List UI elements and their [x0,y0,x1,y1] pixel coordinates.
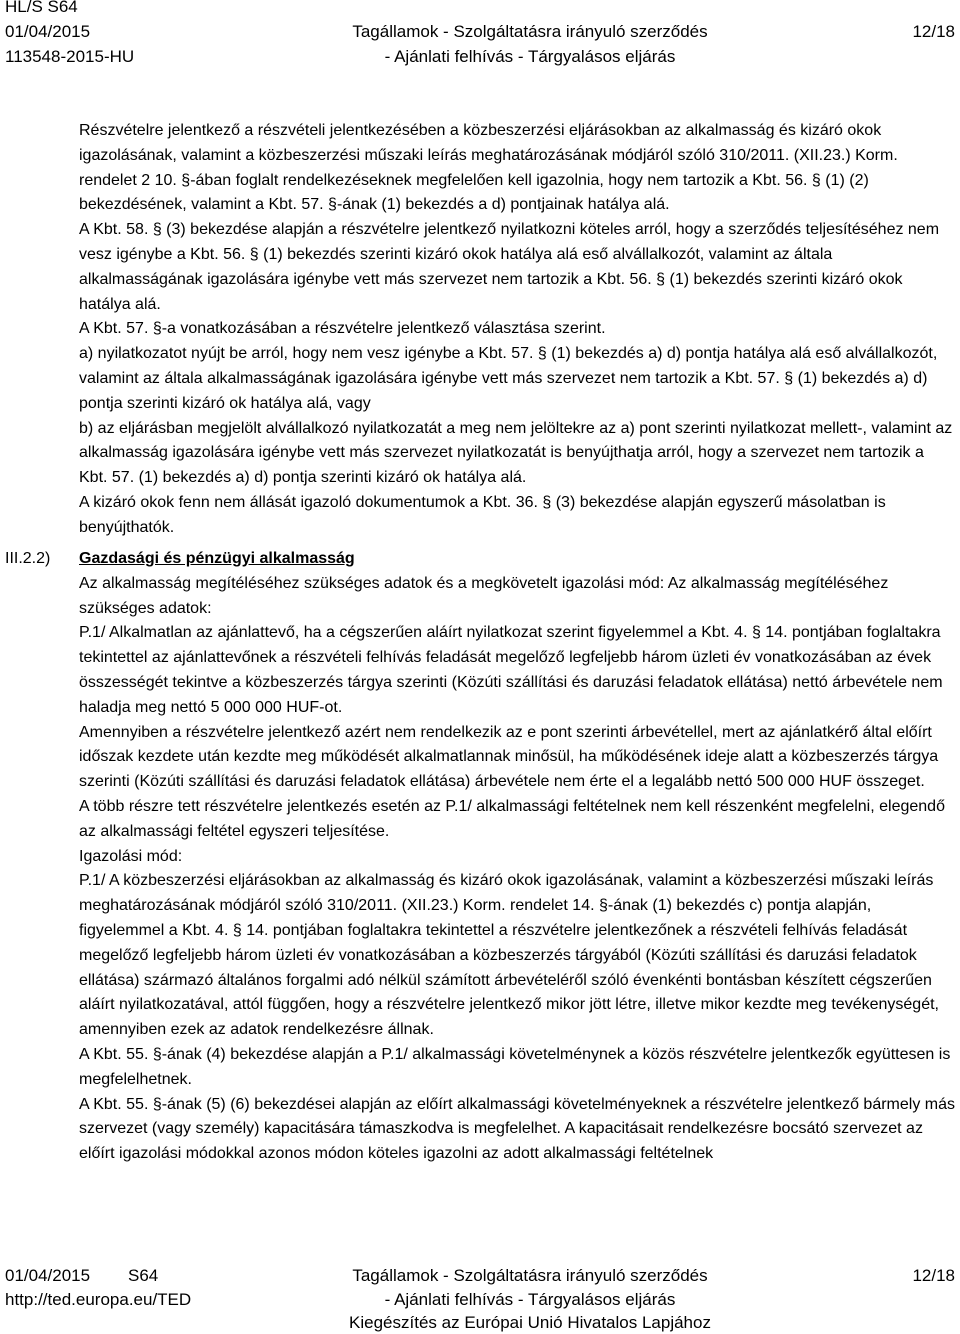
paragraph: a) nyilatkozatot nyújt be arról, hogy nem vesz igénybe a Kbt. 57. § (1) bekezdés a) d) pontja hatálya alá eső alvállalkozót, valamint az általa alkalmasságának igazolására igénybe vett más szervezet nem tartozik a Kbt. 57. § (1) bekezdés a) d) pontja szerinti kizáró ok hatálya alá, vagy [79,345,938,412]
header-code: HL/S S64 [5,0,78,16]
header-document-id: 113548-2015-HU [5,47,135,66]
header-title-line1: Tagállamok - Szolgáltatásra irányuló szerződés [352,22,708,41]
footer-date: 01/04/2015 [5,1266,91,1285]
paragraph: A Kbt. 55. §-ának (5) (6) bekezdései alapján az előírt alkalmassági követelményeknek a részvételre jelentkező bármely más szervezet (vagy személy) kapacitására támaszkodva is megfelelhet. A kapacitásait rendelkezésre bocsátó szervezet az előírt igazolási módokkal azonos módon köteles igazolni az adott alkalmassági feltételnek [79,1095,955,1163]
footer-title-line2: - Ajánlati felhívás - Tárgyalásos eljárás [384,1290,676,1309]
section-block [79,547,955,1167]
footer-title-line3: Kiegészítés az Európai Unió Hivatalos Lapjához [349,1313,711,1332]
paragraph: A Kbt. 57. §-a vonatkozásában a részvételre jelentkező választása szerint. [79,320,606,338]
paragraph: A több részre tett részvételre jelentkezés esetén az P.1/ alkalmassági feltételnek nem kell részenként megfelelni, elegendő az alkalmassági feltétel egyszeri teljesítése. [79,797,945,840]
paragraph: b) az eljárásban megjelölt alvállalkozó nyilatkozatát a meg nem jelöltekre az a) pont szerinti nyilatkozat mellett-, valamint az alkalmasság igazolására igénybe vett más szervezet nyilatkozatát is benyújthatja arról, hogy a szervezet nem tartozik a Kbt. 57. (1) bekezdés a) d) pontja szerinti kizáró ok hatálya alá. [79,419,953,487]
paragraph: Részvételre jelentkező a részvételi jelentkezésében a közbeszerzési eljárásokban az alkalmasság és kizáró okok igazolásának, valamint a közbeszerzési műszaki leírás meghatározásának módjáról szóló 310/2011. (XII.23.) Korm. rendelet 2 10. §-ában foglalt rendelkezéseknek megfelelően kell igazolnia, hogy nem tartozik a Kbt. 56. § (1) (2) bekezdésének, valamint a Kbt. 57. §-ának (1) bekezdés a d) pontjainak hatálya alá. [79,122,898,214]
paragraph: Az alkalmasság megítéléséhez szükséges adatok és a megkövetelt igazolási mód: Az alkalmasság megítéléséhez szükséges adatok: [79,574,889,617]
footer-code: S64 [128,1266,159,1285]
paragraph: Amennyiben a részvételre jelentkező azért nem rendelkezik az e pont szerinti árbevétellel, mert az ajánlatkérő által előírt időszak kezdete után kezdte meg működését alkalmatlannak minősül, ha működésének ideje alatt a közbeszerzés tárgya szerinti (Közúti szállítási és daruzási feladatok ellátása) árbevétele nem érte el a legalább nettó 500 000 HUF összeget. [79,723,939,791]
header-date: 01/04/2015 [5,22,91,41]
paragraph: P.1/ Alkalmatlan az ajánlattevő, ha a cégszerűen aláírt nyilatkozat szerint figyelemmel a Kbt. 4. § 14. pontjában foglaltakra tekintettel az ajánlattevőnek a részvételi felhívás feladását megelőző legfeljebb három üzleti év vonatkozásában az évek összességét tekintve a közbeszerzés tárgya szerinti (Közúti szállítási és daruzási feladatok ellátása) nettó árbevétele nem haladja meg nettó 5 000 000 HUF-ot. [79,624,943,716]
paragraph: P.1/ A közbeszerzési eljárásokban az alkalmasság és kizáró okok igazolásának, valamint a közbeszerzési műszaki leírás meghatározásának módjáról szóló 310/2011. (XII.23.) Korm. rendelet 14. §-ának (1) bekezdés c) pontja alapján, figyelemmel a Kbt. 4. § 14. pontjában foglaltakra tekintettel a részvételre jelentkezőnek a részvételi felhívás feladását megelőző legfeljebb három üzleti év vonatkozásában a közbeszerzés tárgyából (Közúti szállítási és daruzási feladatok ellátása) származó általános forgalmi adó nélkül számított árbevételéről szóló évenkénti bontásban készített cégszerűen aláírt nyilatkozatával, attól függően, hogy a részvételre jelentkező mikor jött létre, illetve mikor kezdte meg tevékenységét, amennyiben ezek az adatok rendelkezésre állnak. [79,872,939,1039]
footer-url-link[interactable]: http://ted.europa.eu/TED [5,1290,192,1309]
footer-title-line1: Tagállamok - Szolgáltatásra irányuló szerződés [352,1266,708,1285]
footer-page-number: 12/18 [912,1266,955,1285]
paragraph: A Kbt. 55. §-ának (4) bekezdése alapján a P.1/ alkalmassági követelménynek a közös részvételre jelentkezők együttesen is megfelelhetnek. [79,1045,951,1088]
section-number: III.2.2) [5,550,51,567]
section-heading: Gazdasági és pénzügyi alkalmasság [79,550,355,567]
header-page-number: 12/18 [912,22,955,41]
paragraph: A kizáró okok fenn nem állását igazoló dokumentumok a Kbt. 36. § (3) bekezdése alapján egyszerű másolatban is benyújthatók. [79,493,886,536]
paragraph: Igazolási mód: [79,847,183,865]
body-top-block [79,119,955,541]
header-title-line2: - Ajánlati felhívás - Tárgyalásos eljárás [384,47,676,66]
paragraph: A Kbt. 58. § (3) bekezdése alapján a részvételre jelentkező nyilatkozni köteles arról, hogy a szerződés teljesítéséhez nem vesz igénybe a Kbt. 56. § (1) bekezdés szerinti kizáró okok hatálya alá eső alvállalkozót, valamint az általa alkalmasságának igazolására igénybe vett más szervezet nem tartozik a Kbt. 56. § (1) bekezdés szerinti kizáró okok hatálya alá. [79,221,940,313]
